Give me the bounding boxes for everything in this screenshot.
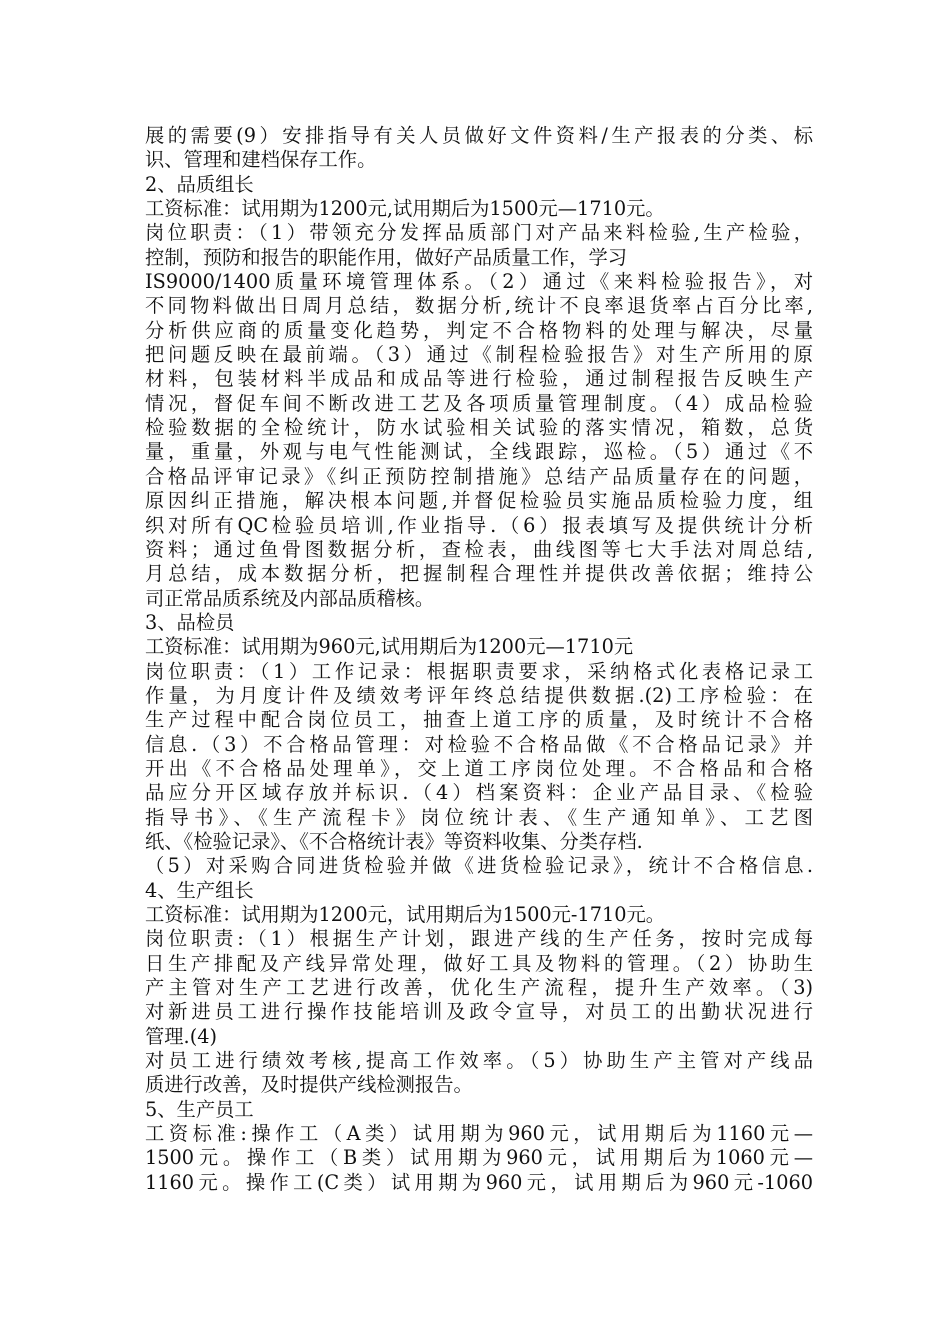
text-line: 质进行改善，及时提供产线检测报告。 <box>145 1073 473 1097</box>
text-line: 控制，预防和报告的职能作用，做好产品质量工作，学习 <box>145 245 628 269</box>
text-line: 识、管理和建档保存工作。 <box>145 148 377 172</box>
text-line: 纸、《检验记录》、《不合格统计表》等资料收集、分类存档. <box>145 829 643 853</box>
text-line: 展的需要(9）安排指导有关人员做好文件资料/生产报表的分类、标 <box>145 124 813 147</box>
text-line: 生产过程中配合岗位员工，抽查上道工序的质量，及时统计不合格 <box>145 708 813 732</box>
document-page <box>145 124 813 1195</box>
text-line: 工资标准：试用期为960元,试用期后为1200元—1710元 <box>145 635 634 659</box>
text-line: 作量，为月度计件及绩效考评年终总结提供数据.(2)工序检验：在 <box>145 683 813 707</box>
text-line: 日生产排配及产线异常处理，做好工具及物料的管理。（2）协助生 <box>145 951 813 975</box>
text-line: 开出《不合格品处理单》，交上道工序岗位处理。不合格品和合格 <box>145 756 813 780</box>
text-line: 量，重量，外观与电气性能测试，全线跟踪，巡检。（5）通过《不 <box>145 440 813 464</box>
text-line: 司正常品质系统及内部品质稽核。 <box>145 586 435 610</box>
text-line: 材料，包装材料半成品和成品等进行检验，通过制程报告反映生产 <box>145 367 813 391</box>
text-line: 4、生产组长 <box>145 878 254 902</box>
text-line: 工资标准：试用期为1200元，试用期后为1500元-1710元。 <box>145 903 666 926</box>
text-line: 品应分开区域存放并标识.（4）档案资料：企业产品目录、《检验 <box>145 781 813 805</box>
text-line: 5、生产员工 <box>145 1097 254 1121</box>
text-line: 管理.(4) <box>145 1024 218 1048</box>
text-line: 岗位职责：（1）带领充分发挥品质部门对产品来料检验,生产检验， <box>145 221 813 245</box>
text-line: 合格品评审记录》《纠正预防控制措施》总结产品质量存在的问题， <box>145 464 813 488</box>
text-line: 1500元。操作工（B类）试用期为960元，试用期后为1060元— <box>145 1146 813 1170</box>
text-line: 1160元。操作工(C类）试用期为960元，试用期后为960元-1060 <box>145 1170 813 1194</box>
text-line: 检验数据的全检统计，防水试验相关试验的落实情况，箱数，总货 <box>145 416 813 440</box>
text-line: 对新进员工进行操作技能培训及政令宣导，对员工的出勤状况进行 <box>145 1000 813 1024</box>
text-line: （5）对采购合同进货检验并做《进货检验记录》，统计不合格信息. <box>145 854 813 878</box>
text-line: 2、品质组长 <box>145 172 254 196</box>
text-line: 原因纠正措施，解决根本问题,并督促检验员实施品质检验力度，组 <box>145 489 813 513</box>
text-line: IS9000/1400质量环境管理体系。（2）通过《来料检验报告》，对 <box>145 270 813 294</box>
text-line: 织对所有QC检验员培训,作业指导.（6）报表填写及提供统计分析 <box>145 513 813 537</box>
text-line: 不同物料做出日周月总结，数据分析,统计不良率退货率占百分比率, <box>145 294 813 318</box>
text-line: 分析供应商的质量变化趋势，判定不合格物料的处理与解决，尽量 <box>145 318 813 342</box>
text-line: 工资标准:操作工（A类）试用期为960元，试用期后为1160元— <box>145 1122 813 1146</box>
text-line: 月总结，成本数据分析，把握制程合理性并提供改善依据；维持公 <box>145 562 813 586</box>
text-line: 把问题反映在最前端。（3）通过《制程检验报告》对生产所用的原 <box>145 343 813 367</box>
text-line: 岗位职责：（1）工作记录：根据职责要求，采纳格式化表格记录工 <box>145 659 813 683</box>
text-line: 3、品检员 <box>145 610 235 634</box>
text-line: 资料；通过鱼骨图数据分析，查检表，曲线图等七大手法对周总结, <box>145 537 813 561</box>
text-line: 指导书》、《生产流程卡》岗位统计表、《生产通知单》、工艺图 <box>145 805 813 829</box>
text-line: 信息.（3）不合格品管理：对检验不合格品做《不合格品记录》并 <box>145 732 813 756</box>
text-line: 情况，督促车间不断改进工艺及各项质量管理制度。（4）成品检验 <box>145 391 813 415</box>
text-line: 岗位职责:（1）根据生产计划，跟进产线的生产任务，按时完成每 <box>145 927 813 951</box>
text-line: 对员工进行绩效考核,提高工作效率。（5）协助生产主管对产线品 <box>145 1049 813 1073</box>
text-line: 工资标准：试用期为1200元,试用期后为1500元—1710元。 <box>145 197 665 221</box>
text-line: 产主管对生产工艺进行改善，优化生产流程，提升生产效率。（3) <box>145 976 813 1000</box>
